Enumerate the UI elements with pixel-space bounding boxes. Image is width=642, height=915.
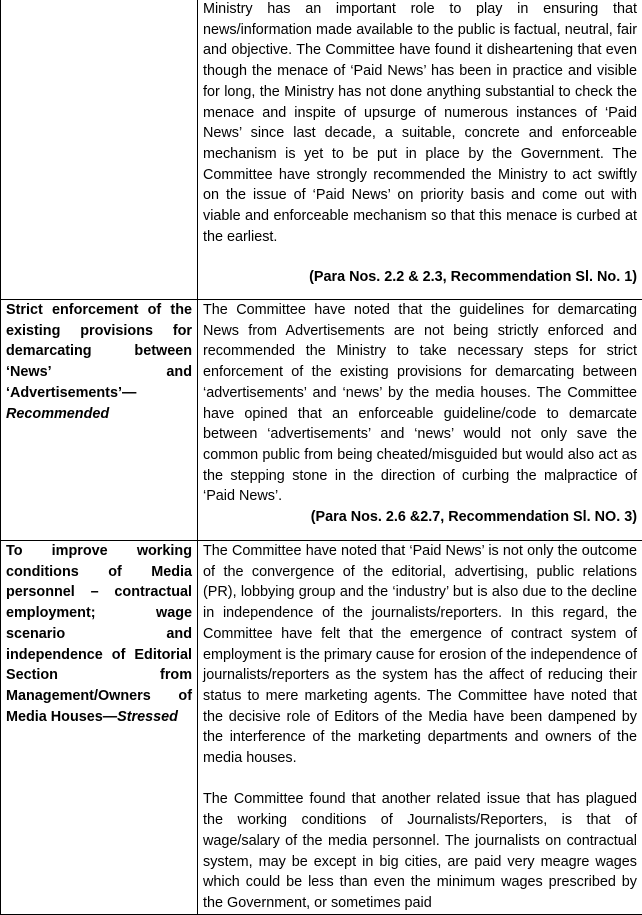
row-heading-cell [1,0,198,300]
row-heading-cell [1,541,198,915]
row-text-cell [198,0,642,300]
recommendation-reference: (Para Nos. 2.2 & 2.3, Recommendation Sl. No. 1) [203,267,637,288]
recommendation-reference: (Para Nos. 2.6 &2.7, Recommendation Sl. NO. 3) [203,507,637,528]
paragraph: Ministry has an important role to play in ensuring that news/information made available to the public is factual, neutral, fair and objective. The Committee have found it disheartening that even though the menace of ‘Paid News’ has been in practice and visible for long, the Ministry has not done anything substantial to check the menace and inspite of upsurge of numerous instances of ‘Paid News’ since last decade, a suitable, concrete and enforceable mechanism is yet to be put in place by the Government. The Committee have strongly recommended the Ministry to act swiftly on the issue of ‘Paid News’ on priority basis and come out with viable and enforceable mechanism so that this menace is curbed at the earliest. [203,0,637,247]
paragraph: The Committee found that another related issue that has plagued the working conditions of Journalists/Reporters, is that of wage/salary of the media personnel. The journalists on contractual system, may be except in big cities, are paid very meagre wages which could be less than even the minimum wages prescribed by the Government, or sometimes paid [203,789,637,913]
row-heading: To improve working conditions of Media personnel – contractual employment; wage scenario and independence of Editorial Section from Management/Owners of Media Houses—Stressed [6,541,192,727]
paragraph: The Committee have noted that ‘Paid News’ is not only the outcome of the convergence of the editorial, advertising, public relations (PR), lobbying group and the ‘industry’ but is also due to the decline in independence of the journalists/reporters. In this regard, the Committee have felt that the emergence of contract system of employment is the primary cause for erosion of the independence of journalists/reporters as the system has the affect of reducing their status to mere marketing agents. The Committee have noted that the decisive role of Editors of the Media have been dampened by the interference of the marketing departments and owners of the media houses. [203,541,637,769]
table-row [1,0,642,300]
row-heading: Strict enforcement of the existing provisions for demarcating between ‘News’ and ‘Advertisements’—Recommended [6,300,192,424]
row-text-cell [198,300,642,541]
table-row [1,300,642,541]
row-heading-cell [1,300,198,541]
row-text-cell [198,541,642,915]
paragraph: The Committee have noted that the guidelines for demarcating News from Advertisements are not being strictly enforced and recommended the Ministry to take necessary steps for strict enforcement of the existing provisions for demarcating between ‘advertisements’ and ‘news’ by the media houses. The Committee have opined that an enforceable guideline/code to demarcate between ‘advertisements’ and ‘news’ would not only save the common public from being cheated/misguided but would also act as the stepping stone in the direction of curbing the malpractice of ‘Paid News’. [203,300,637,507]
table-row [1,541,642,915]
